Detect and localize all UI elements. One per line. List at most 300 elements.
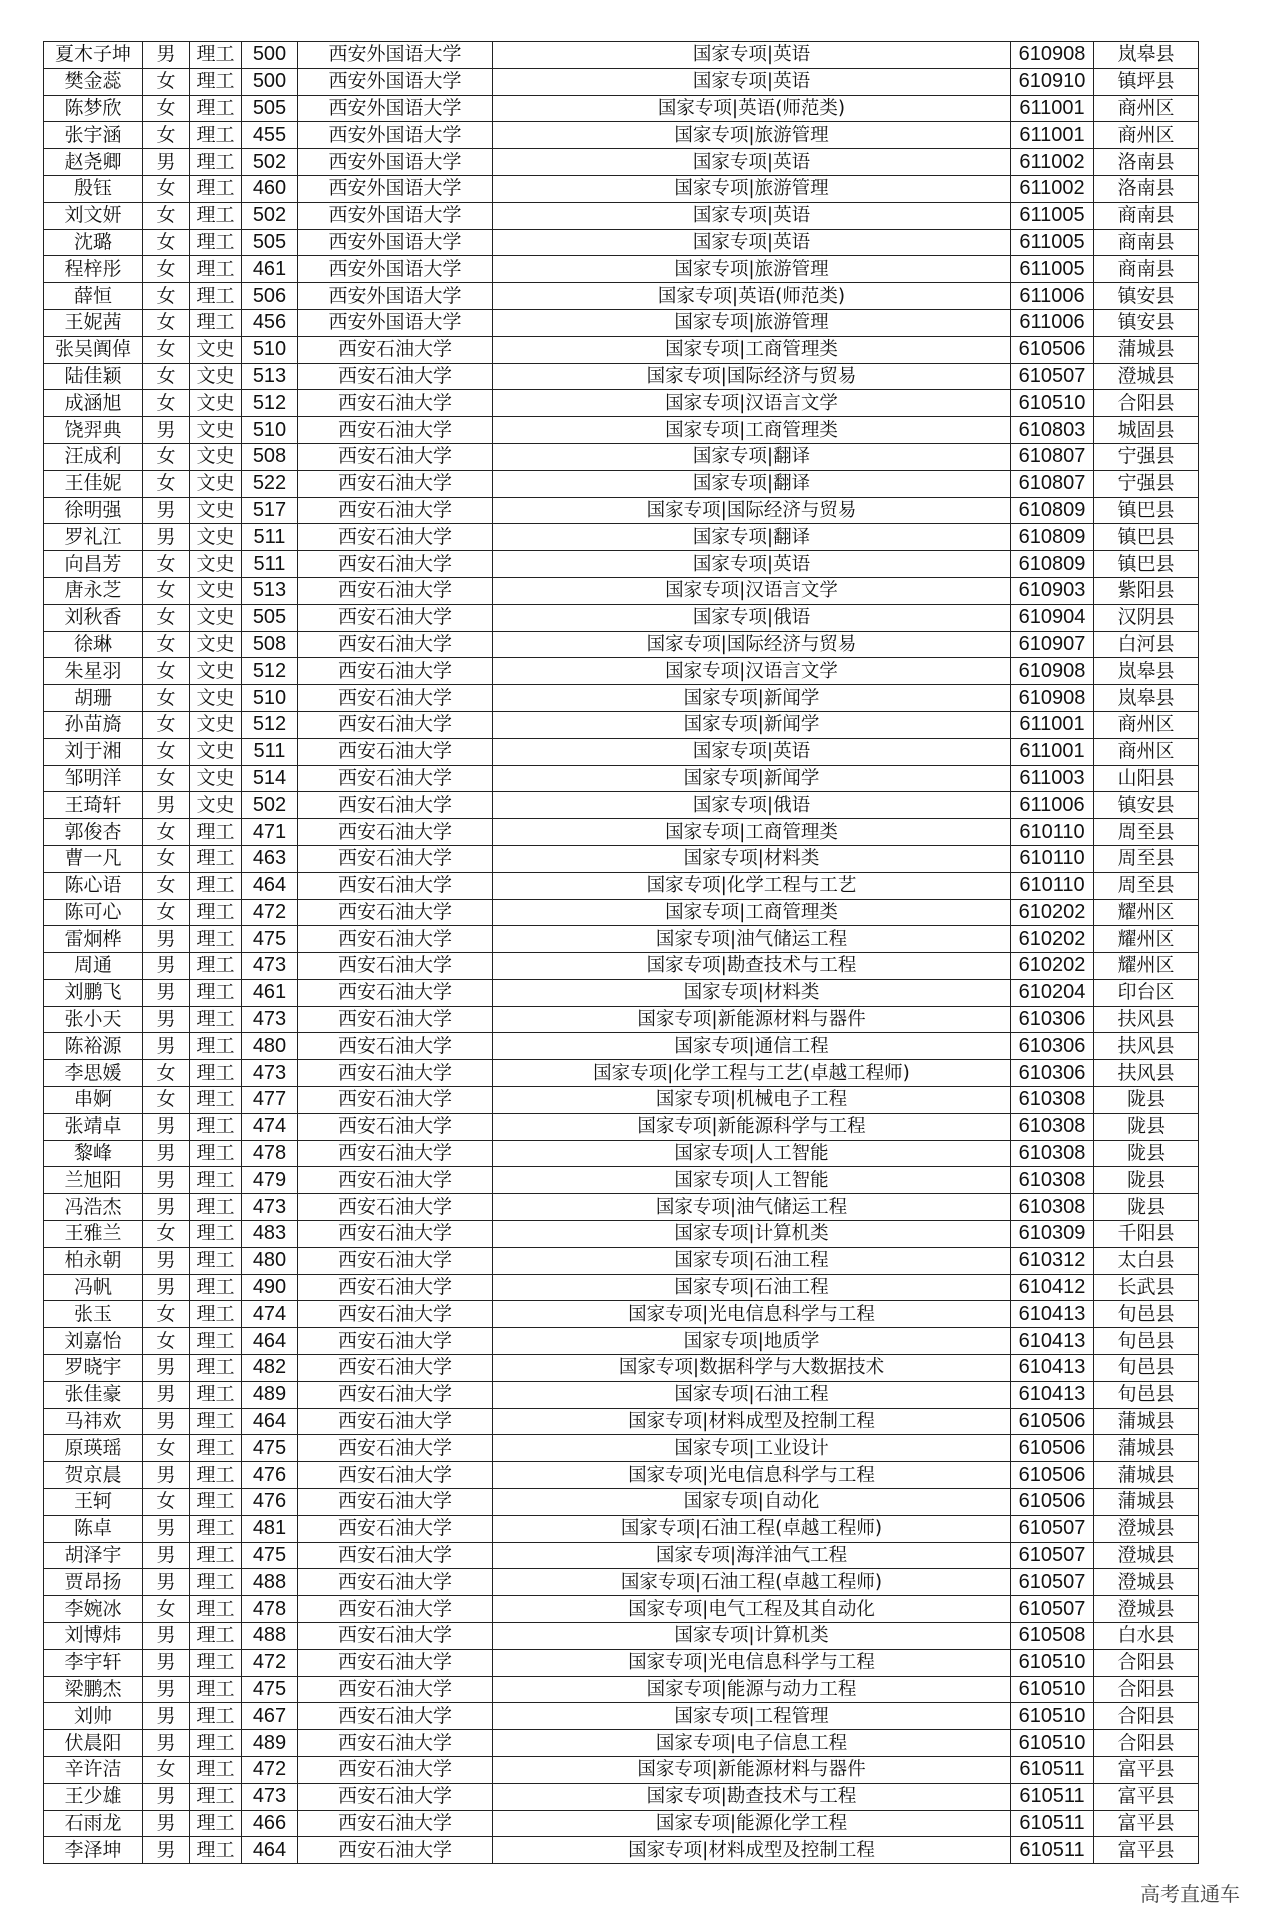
- university-cell: 西安石油大学: [298, 872, 493, 899]
- student-name-cell: 罗礼江: [44, 524, 143, 551]
- table-row: [44, 1569, 1199, 1596]
- county-cell: 白水县: [1094, 1623, 1199, 1650]
- score-cell: 464: [242, 1328, 298, 1355]
- county-code-cell: 610508: [1011, 1623, 1094, 1650]
- county-code-cell: 610510: [1011, 390, 1094, 417]
- table-row: [44, 1649, 1199, 1676]
- university-cell: 西安外国语大学: [298, 309, 493, 336]
- gender-cell: 女: [143, 202, 190, 229]
- gender-cell: 男: [143, 1649, 190, 1676]
- subject-track-cell: 理工: [190, 1810, 242, 1837]
- student-name-cell: 原瑛瑶: [44, 1435, 143, 1462]
- subject-track-cell: 理工: [190, 1221, 242, 1248]
- county-cell: 耀州区: [1094, 899, 1199, 926]
- county-cell: 合阳县: [1094, 1649, 1199, 1676]
- table-row: [44, 1194, 1199, 1221]
- table-row: [44, 336, 1199, 363]
- county-cell: 旬邑县: [1094, 1301, 1199, 1328]
- gender-cell: 女: [143, 1087, 190, 1114]
- subject-track-cell: 文史: [190, 470, 242, 497]
- county-code-cell: 610908: [1011, 42, 1094, 69]
- major-cell: 国家专项|石油工程(卓越工程师): [493, 1515, 1011, 1542]
- subject-track-cell: 文史: [190, 738, 242, 765]
- university-cell: 西安石油大学: [298, 1328, 493, 1355]
- student-name-cell: 罗晓宇: [44, 1355, 143, 1382]
- county-code-cell: 610506: [1011, 1489, 1094, 1516]
- table-row: [44, 283, 1199, 310]
- table-row: [44, 1060, 1199, 1087]
- university-cell: 西安石油大学: [298, 1569, 493, 1596]
- subject-track-cell: 理工: [190, 1837, 242, 1864]
- university-cell: 西安外国语大学: [298, 42, 493, 69]
- major-cell: 国家专项|石油工程: [493, 1247, 1011, 1274]
- gender-cell: 男: [143, 1408, 190, 1435]
- score-cell: 480: [242, 1247, 298, 1274]
- table-row: [44, 1489, 1199, 1516]
- county-cell: 洛南县: [1094, 149, 1199, 176]
- county-cell: 镇安县: [1094, 283, 1199, 310]
- county-code-cell: 610202: [1011, 953, 1094, 980]
- university-cell: 西安石油大学: [298, 1194, 493, 1221]
- score-cell: 510: [242, 336, 298, 363]
- student-name-cell: 张小天: [44, 1006, 143, 1033]
- score-cell: 476: [242, 1462, 298, 1489]
- table-row: [44, 1757, 1199, 1784]
- county-cell: 合阳县: [1094, 1676, 1199, 1703]
- score-cell: 475: [242, 926, 298, 953]
- county-cell: 澄城县: [1094, 363, 1199, 390]
- gender-cell: 女: [143, 872, 190, 899]
- university-cell: 西安外国语大学: [298, 283, 493, 310]
- subject-track-cell: 理工: [190, 1381, 242, 1408]
- student-name-cell: 贾昂扬: [44, 1569, 143, 1596]
- county-cell: 耀州区: [1094, 953, 1199, 980]
- university-cell: 西安石油大学: [298, 1676, 493, 1703]
- county-cell: 陇县: [1094, 1113, 1199, 1140]
- gender-cell: 男: [143, 1542, 190, 1569]
- major-cell: 国家专项|俄语: [493, 792, 1011, 819]
- major-cell: 国家专项|电子信息工程: [493, 1730, 1011, 1757]
- table-row: [44, 1542, 1199, 1569]
- university-cell: 西安石油大学: [298, 631, 493, 658]
- major-cell: 国家专项|新能源科学与工程: [493, 1113, 1011, 1140]
- score-cell: 461: [242, 979, 298, 1006]
- county-cell: 城固县: [1094, 417, 1199, 444]
- student-name-cell: 伏晨阳: [44, 1730, 143, 1757]
- major-cell: 国家专项|海洋油气工程: [493, 1542, 1011, 1569]
- county-cell: 商州区: [1094, 738, 1199, 765]
- score-cell: 514: [242, 765, 298, 792]
- county-code-cell: 610308: [1011, 1167, 1094, 1194]
- gender-cell: 女: [143, 68, 190, 95]
- county-code-cell: 610412: [1011, 1274, 1094, 1301]
- major-cell: 国家专项|俄语: [493, 604, 1011, 631]
- gender-cell: 男: [143, 1381, 190, 1408]
- subject-track-cell: 理工: [190, 1435, 242, 1462]
- student-name-cell: 周通: [44, 953, 143, 980]
- score-cell: 473: [242, 1783, 298, 1810]
- score-cell: 456: [242, 309, 298, 336]
- county-cell: 商南县: [1094, 229, 1199, 256]
- county-cell: 扶风县: [1094, 1006, 1199, 1033]
- university-cell: 西安石油大学: [298, 1435, 493, 1462]
- county-cell: 白河县: [1094, 631, 1199, 658]
- gender-cell: 男: [143, 1167, 190, 1194]
- table-row: [44, 1435, 1199, 1462]
- county-code-cell: 610507: [1011, 1569, 1094, 1596]
- student-name-cell: 冯帆: [44, 1274, 143, 1301]
- university-cell: 西安石油大学: [298, 1301, 493, 1328]
- university-cell: 西安石油大学: [298, 1033, 493, 1060]
- score-cell: 471: [242, 819, 298, 846]
- university-cell: 西安石油大学: [298, 658, 493, 685]
- major-cell: 国家专项|地质学: [493, 1328, 1011, 1355]
- subject-track-cell: 理工: [190, 1623, 242, 1650]
- score-cell: 511: [242, 738, 298, 765]
- university-cell: 西安石油大学: [298, 1837, 493, 1864]
- county-code-cell: 610511: [1011, 1837, 1094, 1864]
- subject-track-cell: 理工: [190, 122, 242, 149]
- gender-cell: 女: [143, 443, 190, 470]
- table-row: [44, 1301, 1199, 1328]
- university-cell: 西安外国语大学: [298, 175, 493, 202]
- major-cell: 国家专项|英语(师范类): [493, 95, 1011, 122]
- table-row: [44, 229, 1199, 256]
- major-cell: 国家专项|人工智能: [493, 1140, 1011, 1167]
- score-cell: 517: [242, 497, 298, 524]
- major-cell: 国家专项|自动化: [493, 1489, 1011, 1516]
- subject-track-cell: 理工: [190, 1328, 242, 1355]
- county-cell: 周至县: [1094, 819, 1199, 846]
- county-cell: 岚皋县: [1094, 658, 1199, 685]
- county-cell: 镇巴县: [1094, 497, 1199, 524]
- subject-track-cell: 理工: [190, 872, 242, 899]
- major-cell: 国家专项|石油工程(卓越工程师): [493, 1569, 1011, 1596]
- county-code-cell: 610306: [1011, 1006, 1094, 1033]
- score-cell: 475: [242, 1435, 298, 1462]
- county-cell: 紫阳县: [1094, 577, 1199, 604]
- score-cell: 511: [242, 551, 298, 578]
- subject-track-cell: 理工: [190, 283, 242, 310]
- university-cell: 西安石油大学: [298, 390, 493, 417]
- table-row: [44, 765, 1199, 792]
- county-code-cell: 610510: [1011, 1649, 1094, 1676]
- county-code-cell: 610907: [1011, 631, 1094, 658]
- university-cell: 西安石油大学: [298, 819, 493, 846]
- student-name-cell: 马祎欢: [44, 1408, 143, 1435]
- county-code-cell: 610507: [1011, 1542, 1094, 1569]
- score-cell: 460: [242, 175, 298, 202]
- score-cell: 511: [242, 524, 298, 551]
- table-row: [44, 1355, 1199, 1382]
- gender-cell: 女: [143, 1221, 190, 1248]
- gender-cell: 女: [143, 819, 190, 846]
- table-row: [44, 175, 1199, 202]
- county-code-cell: 610908: [1011, 658, 1094, 685]
- table-row: [44, 1113, 1199, 1140]
- table-row: [44, 42, 1199, 69]
- table-row: [44, 1381, 1199, 1408]
- major-cell: 国家专项|新闻学: [493, 711, 1011, 738]
- gender-cell: 女: [143, 309, 190, 336]
- gender-cell: 女: [143, 95, 190, 122]
- student-name-cell: 赵尧卿: [44, 149, 143, 176]
- county-cell: 澄城县: [1094, 1569, 1199, 1596]
- table-row: [44, 443, 1199, 470]
- county-code-cell: 610413: [1011, 1381, 1094, 1408]
- major-cell: 国家专项|石油工程: [493, 1381, 1011, 1408]
- gender-cell: 男: [143, 1274, 190, 1301]
- major-cell: 国家专项|新闻学: [493, 765, 1011, 792]
- county-code-cell: 610413: [1011, 1355, 1094, 1382]
- gender-cell: 男: [143, 1783, 190, 1810]
- student-name-cell: 胡珊: [44, 685, 143, 712]
- county-code-cell: 610506: [1011, 1408, 1094, 1435]
- table-row: [44, 631, 1199, 658]
- score-cell: 500: [242, 42, 298, 69]
- student-name-cell: 辛许洁: [44, 1757, 143, 1784]
- score-cell: 473: [242, 1006, 298, 1033]
- subject-track-cell: 理工: [190, 42, 242, 69]
- gender-cell: 女: [143, 1435, 190, 1462]
- county-cell: 合阳县: [1094, 1703, 1199, 1730]
- major-cell: 国家专项|旅游管理: [493, 122, 1011, 149]
- county-cell: 岚皋县: [1094, 42, 1199, 69]
- county-cell: 陇县: [1094, 1087, 1199, 1114]
- gender-cell: 男: [143, 1623, 190, 1650]
- subject-track-cell: 文史: [190, 443, 242, 470]
- university-cell: 西安石油大学: [298, 336, 493, 363]
- county-code-cell: 610202: [1011, 926, 1094, 953]
- major-cell: 国家专项|计算机类: [493, 1623, 1011, 1650]
- major-cell: 国家专项|工程管理: [493, 1703, 1011, 1730]
- county-code-cell: 610807: [1011, 470, 1094, 497]
- score-cell: 473: [242, 1060, 298, 1087]
- county-cell: 蒲城县: [1094, 1489, 1199, 1516]
- subject-track-cell: 理工: [190, 899, 242, 926]
- subject-track-cell: 文史: [190, 363, 242, 390]
- university-cell: 西安石油大学: [298, 845, 493, 872]
- major-cell: 国家专项|汉语言文学: [493, 577, 1011, 604]
- county-code-cell: 610110: [1011, 819, 1094, 846]
- table-row: [44, 819, 1199, 846]
- university-cell: 西安石油大学: [298, 953, 493, 980]
- subject-track-cell: 理工: [190, 149, 242, 176]
- table-row: [44, 953, 1199, 980]
- county-code-cell: 610507: [1011, 1515, 1094, 1542]
- major-cell: 国家专项|国际经济与贸易: [493, 363, 1011, 390]
- county-code-cell: 610510: [1011, 1676, 1094, 1703]
- table-row: [44, 577, 1199, 604]
- university-cell: 西安石油大学: [298, 685, 493, 712]
- score-cell: 522: [242, 470, 298, 497]
- university-cell: 西安石油大学: [298, 979, 493, 1006]
- major-cell: 国家专项|油气储运工程: [493, 1194, 1011, 1221]
- table-row: [44, 1462, 1199, 1489]
- score-cell: 463: [242, 845, 298, 872]
- table-body: [44, 42, 1199, 1864]
- major-cell: 国家专项|翻译: [493, 524, 1011, 551]
- score-cell: 455: [242, 122, 298, 149]
- subject-track-cell: 理工: [190, 926, 242, 953]
- table-row: [44, 202, 1199, 229]
- student-name-cell: 张吴阗倬: [44, 336, 143, 363]
- subject-track-cell: 理工: [190, 1167, 242, 1194]
- major-cell: 国家专项|化学工程与工艺: [493, 872, 1011, 899]
- score-cell: 502: [242, 202, 298, 229]
- county-code-cell: 610110: [1011, 845, 1094, 872]
- county-code-cell: 610308: [1011, 1087, 1094, 1114]
- table-row: [44, 1006, 1199, 1033]
- university-cell: 西安石油大学: [298, 1703, 493, 1730]
- table-row: [44, 149, 1199, 176]
- county-code-cell: 610910: [1011, 68, 1094, 95]
- county-cell: 陇县: [1094, 1194, 1199, 1221]
- university-cell: 西安石油大学: [298, 417, 493, 444]
- university-cell: 西安石油大学: [298, 524, 493, 551]
- subject-track-cell: 理工: [190, 845, 242, 872]
- gender-cell: 女: [143, 604, 190, 631]
- university-cell: 西安石油大学: [298, 1408, 493, 1435]
- county-cell: 扶风县: [1094, 1033, 1199, 1060]
- university-cell: 西安石油大学: [298, 1810, 493, 1837]
- student-name-cell: 刘于湘: [44, 738, 143, 765]
- university-cell: 西安石油大学: [298, 1462, 493, 1489]
- county-code-cell: 611006: [1011, 309, 1094, 336]
- university-cell: 西安石油大学: [298, 1274, 493, 1301]
- admission-table: [43, 41, 1199, 1864]
- county-cell: 商南县: [1094, 202, 1199, 229]
- table-row: [44, 309, 1199, 336]
- score-cell: 464: [242, 1837, 298, 1864]
- gender-cell: 女: [143, 845, 190, 872]
- table-row: [44, 845, 1199, 872]
- county-code-cell: 610807: [1011, 443, 1094, 470]
- university-cell: 西安外国语大学: [298, 122, 493, 149]
- university-cell: 西安外国语大学: [298, 256, 493, 283]
- subject-track-cell: 文史: [190, 497, 242, 524]
- gender-cell: 男: [143, 1703, 190, 1730]
- student-name-cell: 邹明洋: [44, 765, 143, 792]
- student-name-cell: 饶羿典: [44, 417, 143, 444]
- major-cell: 国家专项|工商管理类: [493, 417, 1011, 444]
- student-name-cell: 刘文妍: [44, 202, 143, 229]
- gender-cell: 男: [143, 149, 190, 176]
- university-cell: 西安石油大学: [298, 1167, 493, 1194]
- county-code-cell: 611006: [1011, 283, 1094, 310]
- major-cell: 国家专项|工商管理类: [493, 336, 1011, 363]
- student-name-cell: 陈心语: [44, 872, 143, 899]
- university-cell: 西安石油大学: [298, 1542, 493, 1569]
- university-cell: 西安石油大学: [298, 1649, 493, 1676]
- subject-track-cell: 文史: [190, 685, 242, 712]
- student-name-cell: 沈璐: [44, 229, 143, 256]
- major-cell: 国家专项|英语(师范类): [493, 283, 1011, 310]
- major-cell: 国家专项|汉语言文学: [493, 658, 1011, 685]
- county-cell: 岚皋县: [1094, 685, 1199, 712]
- university-cell: 西安石油大学: [298, 1006, 493, 1033]
- gender-cell: 女: [143, 1060, 190, 1087]
- gender-cell: 女: [143, 229, 190, 256]
- university-cell: 西安石油大学: [298, 1783, 493, 1810]
- university-cell: 西安外国语大学: [298, 149, 493, 176]
- score-cell: 483: [242, 1221, 298, 1248]
- county-code-cell: 610803: [1011, 417, 1094, 444]
- county-code-cell: 610809: [1011, 497, 1094, 524]
- county-code-cell: 610507: [1011, 363, 1094, 390]
- subject-track-cell: 文史: [190, 631, 242, 658]
- county-code-cell: 610308: [1011, 1113, 1094, 1140]
- subject-track-cell: 理工: [190, 1274, 242, 1301]
- subject-track-cell: 理工: [190, 1542, 242, 1569]
- subject-track-cell: 理工: [190, 1649, 242, 1676]
- score-cell: 489: [242, 1381, 298, 1408]
- score-cell: 510: [242, 685, 298, 712]
- major-cell: 国家专项|英语: [493, 149, 1011, 176]
- major-cell: 国家专项|国际经济与贸易: [493, 497, 1011, 524]
- table-row: [44, 390, 1199, 417]
- score-cell: 464: [242, 872, 298, 899]
- subject-track-cell: 理工: [190, 95, 242, 122]
- table-row: [44, 497, 1199, 524]
- county-code-cell: 611005: [1011, 202, 1094, 229]
- student-name-cell: 刘嘉怡: [44, 1328, 143, 1355]
- gender-cell: 女: [143, 765, 190, 792]
- county-code-cell: 610908: [1011, 685, 1094, 712]
- subject-track-cell: 理工: [190, 1408, 242, 1435]
- county-cell: 澄城县: [1094, 1596, 1199, 1623]
- county-cell: 澄城县: [1094, 1515, 1199, 1542]
- student-name-cell: 郭俊杏: [44, 819, 143, 846]
- student-name-cell: 王佳妮: [44, 470, 143, 497]
- county-code-cell: 610110: [1011, 872, 1094, 899]
- student-name-cell: 雷炯桦: [44, 926, 143, 953]
- gender-cell: 女: [143, 175, 190, 202]
- table-row: [44, 1033, 1199, 1060]
- major-cell: 国家专项|勘查技术与工程: [493, 953, 1011, 980]
- subject-track-cell: 理工: [190, 1569, 242, 1596]
- county-cell: 汉阴县: [1094, 604, 1199, 631]
- university-cell: 西安石油大学: [298, 738, 493, 765]
- table-row: [44, 792, 1199, 819]
- university-cell: 西安石油大学: [298, 1247, 493, 1274]
- student-name-cell: 胡泽宇: [44, 1542, 143, 1569]
- gender-cell: 女: [143, 551, 190, 578]
- major-cell: 国家专项|汉语言文学: [493, 390, 1011, 417]
- student-name-cell: 李泽坤: [44, 1837, 143, 1864]
- subject-track-cell: 理工: [190, 953, 242, 980]
- county-cell: 耀州区: [1094, 926, 1199, 953]
- county-cell: 蒲城县: [1094, 336, 1199, 363]
- score-cell: 489: [242, 1730, 298, 1757]
- score-cell: 505: [242, 604, 298, 631]
- score-cell: 482: [242, 1355, 298, 1382]
- student-name-cell: 张宇涵: [44, 122, 143, 149]
- score-cell: 513: [242, 363, 298, 390]
- table-row: [44, 604, 1199, 631]
- student-name-cell: 陈裕源: [44, 1033, 143, 1060]
- gender-cell: 男: [143, 497, 190, 524]
- major-cell: 国家专项|石油工程: [493, 1274, 1011, 1301]
- student-name-cell: 向昌芳: [44, 551, 143, 578]
- major-cell: 国家专项|英语: [493, 202, 1011, 229]
- major-cell: 国家专项|英语: [493, 738, 1011, 765]
- student-name-cell: 柏永朝: [44, 1247, 143, 1274]
- county-code-cell: 610506: [1011, 336, 1094, 363]
- county-code-cell: 610809: [1011, 524, 1094, 551]
- table-row: [44, 1408, 1199, 1435]
- score-cell: 478: [242, 1596, 298, 1623]
